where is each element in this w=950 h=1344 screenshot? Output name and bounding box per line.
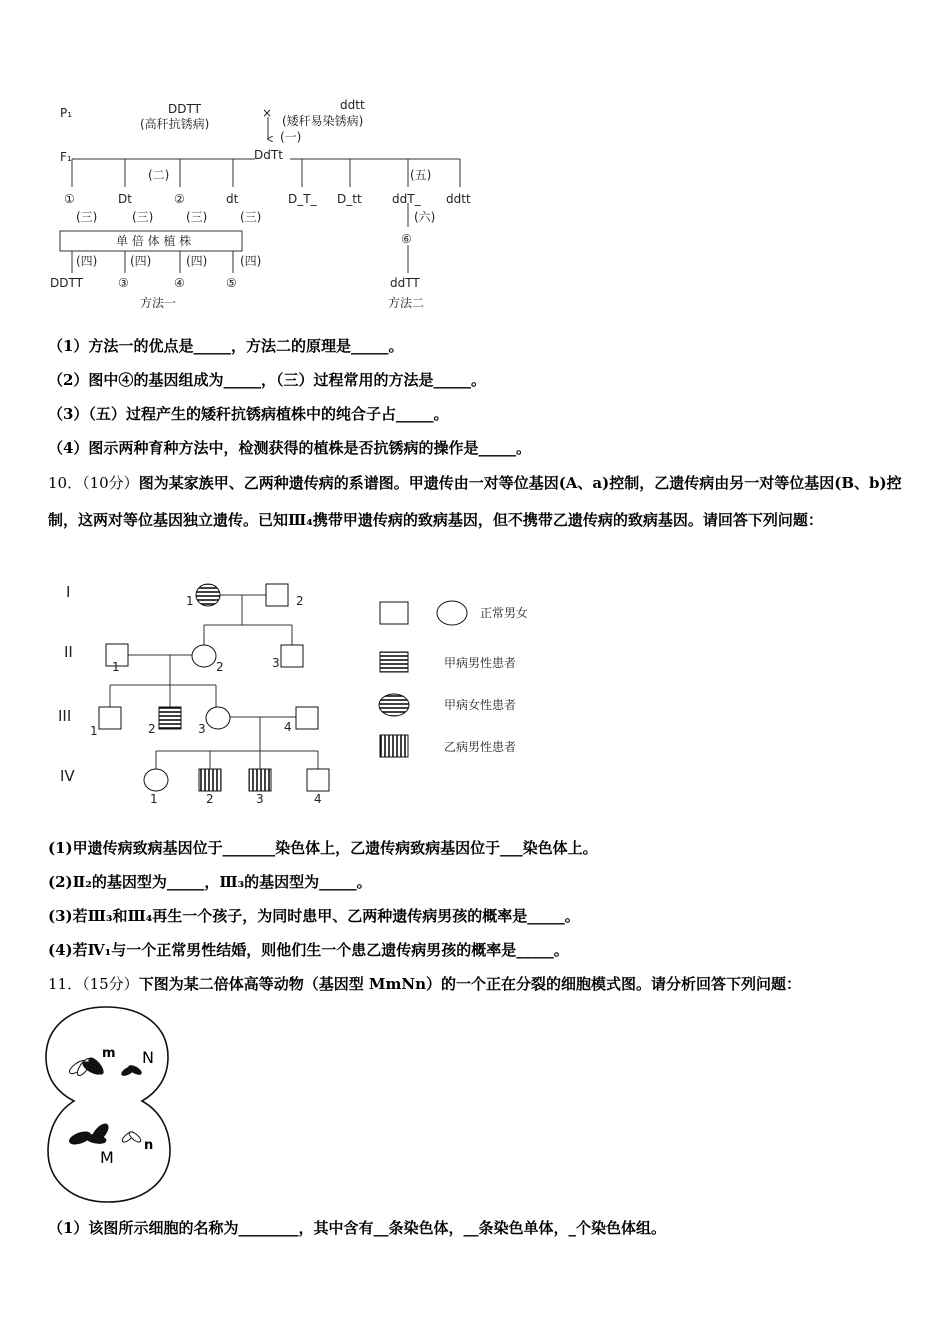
id-IV4: 4: [314, 792, 322, 806]
id-II2: 2: [216, 660, 224, 674]
II-3-normal-male: [281, 645, 303, 667]
cross-symbol: ×: [262, 106, 273, 120]
f1-genotype: DdTt: [254, 148, 283, 162]
m2-DT: D_T_: [288, 192, 317, 206]
q10-question-4: (4)若Ⅳ₁与一个正常男性结婚，则他们生一个患乙遗传病男孩的概率是_____。: [48, 941, 569, 959]
step-4a: (四): [76, 254, 98, 268]
q11-stem-block: [48, 974, 801, 994]
legend-normal-female-symbol: [437, 601, 467, 625]
m2-ddT: ddT_: [392, 192, 421, 206]
id-I2: 2: [296, 594, 304, 608]
result-3: ③: [118, 276, 129, 290]
id-IV1: 1: [150, 792, 158, 806]
id-III1: 1: [90, 724, 98, 738]
id-III4: 4: [284, 720, 292, 734]
dividing-cell-diagram: [44, 1005, 179, 1205]
step-2: (二): [148, 168, 170, 182]
id-III3: 3: [198, 722, 206, 736]
label-M: M: [100, 1148, 114, 1167]
IV-3-affected-yi-male: [249, 769, 271, 791]
result-4: ④: [174, 276, 185, 290]
f1-label: F₁: [60, 150, 72, 164]
step-5: (五): [410, 168, 432, 182]
method-1: 方法一: [140, 296, 177, 310]
gamete-Dt: Dt: [118, 192, 132, 206]
id-II3: 3: [272, 656, 280, 670]
haploid-box-label: 单 倍 体 植 株: [116, 234, 192, 248]
id-I1: 1: [186, 594, 194, 608]
step-3a: (三): [76, 210, 98, 224]
legend-normal-label: 正常男女: [480, 606, 529, 620]
I-1-affected-jia-female: [196, 584, 220, 606]
legend-jia-female-symbol: [379, 694, 409, 716]
breeding-diagram: [40, 95, 520, 315]
q10-question-2: (2)Ⅱ₂的基因型为_____，Ⅲ₃的基因型为_____。: [48, 873, 372, 891]
parent1-genotype: DDTT: [168, 102, 201, 116]
gen-III: III: [58, 707, 72, 725]
legend-yi-male-label: 乙病男性患者: [444, 740, 517, 754]
step-3c: (三): [186, 210, 208, 224]
parent1-desc: (高秆抗锈病): [140, 117, 210, 131]
IV-4-normal-male: [307, 769, 329, 791]
label-n: n: [144, 1138, 154, 1153]
step-4d: (四): [240, 254, 262, 268]
q9-question-4: （4）图示两种育种方法中，检测获得的植株是否抗锈病的操作是_____。: [48, 439, 531, 457]
III-3-normal-female: [206, 707, 230, 729]
III-1-normal-male: [99, 707, 121, 729]
result-5: ⑤: [226, 276, 237, 290]
step-4c: (四): [186, 254, 208, 268]
q10-stem-block: [48, 465, 910, 539]
IV-1-normal-female: [144, 769, 168, 791]
gamete-2: ②: [174, 192, 185, 206]
gamete-1: ①: [64, 192, 75, 206]
step-1: (一): [280, 130, 302, 144]
id-III2: 2: [148, 722, 156, 736]
q10-question-1: (1)甲遗传病致病基因位于_______染色体上，乙遗传病致病基因位于___染色体上。: [48, 839, 598, 857]
IV-2-affected-yi-male: [199, 769, 221, 791]
result-DDTT: DDTT: [50, 276, 83, 290]
step-3b: (三): [132, 210, 154, 224]
q11-stem: 下图为某二倍体高等动物（基因型 MmNn）的一个正在分裂的细胞模式图。请分析回答下列问题：: [138, 975, 802, 993]
m2-Dtt: D_tt: [337, 192, 362, 206]
q9-question-3: （3）（五）过程产生的矮秆抗锈病植株中的纯合子占_____。: [48, 405, 449, 423]
q11-question-1: （1）该图所示细胞的名称为________，其中含有__条染色体，__条染色单体，_个染色体组。: [48, 1219, 666, 1237]
II-2-normal-female: [192, 645, 216, 667]
m2-ddTT: ddTT: [390, 276, 420, 290]
I-2-normal-male: [266, 584, 288, 606]
gen-II: II: [64, 643, 73, 661]
label-m: m: [102, 1046, 116, 1061]
q10-number: 10．（10分）: [48, 474, 139, 492]
legend-jia-male-label: 甲病男性患者: [444, 656, 517, 670]
parent2-genotype: ddtt: [340, 98, 365, 112]
parent2-desc: (矮秆易染锈病): [282, 114, 364, 128]
id-II1: 1: [112, 660, 120, 674]
step-6: (六): [414, 210, 436, 224]
step-3d: (三): [240, 210, 262, 224]
m2-ddtt: ddtt: [446, 192, 471, 206]
q9-question-2: （2）图中④的基因组成为_____，（三）过程常用的方法是_____。: [48, 371, 486, 389]
method-2: 方法二: [388, 296, 425, 310]
label-N: N: [142, 1048, 154, 1067]
III-2-affected-jia-male: [159, 707, 181, 729]
q10-stem: 图为某家族甲、乙两种遗传病的系谱图。甲遗传由一对等位基因(A、a)控制，乙遗传病由另一对等位基因(B、b)控制，这两对等位基因独立遗传。已知Ⅲ₄携带甲遗传病的致病基因，但不携带乙遗传病的致病基因。请回答下列问题：: [48, 474, 902, 529]
gen-I: I: [66, 583, 71, 601]
gen-IV: IV: [60, 767, 75, 785]
legend-yi-male-symbol: [380, 735, 408, 757]
legend-normal-male-symbol: [380, 602, 408, 624]
III-4-normal-male: [296, 707, 318, 729]
id-IV3: 3: [256, 792, 264, 806]
q11-number: 11．（15分）: [48, 975, 139, 993]
legend-jia-female-label: 甲病女性患者: [444, 698, 517, 712]
pedigree-chart: [48, 575, 568, 810]
step-4b: (四): [130, 254, 152, 268]
m2-6: ⑥: [401, 232, 412, 246]
q10-question-3: (3)若Ⅲ₃和Ⅲ₄再生一个孩子，为同时患甲、乙两种遗传病男孩的概率是_____。: [48, 907, 580, 925]
gamete-dt: dt: [226, 192, 239, 206]
legend-jia-male-symbol: [380, 652, 408, 672]
p1-label: P₁: [60, 106, 73, 120]
id-IV2: 2: [206, 792, 214, 806]
q9-question-1: （1）方法一的优点是_____，方法二的原理是_____。: [48, 337, 404, 355]
